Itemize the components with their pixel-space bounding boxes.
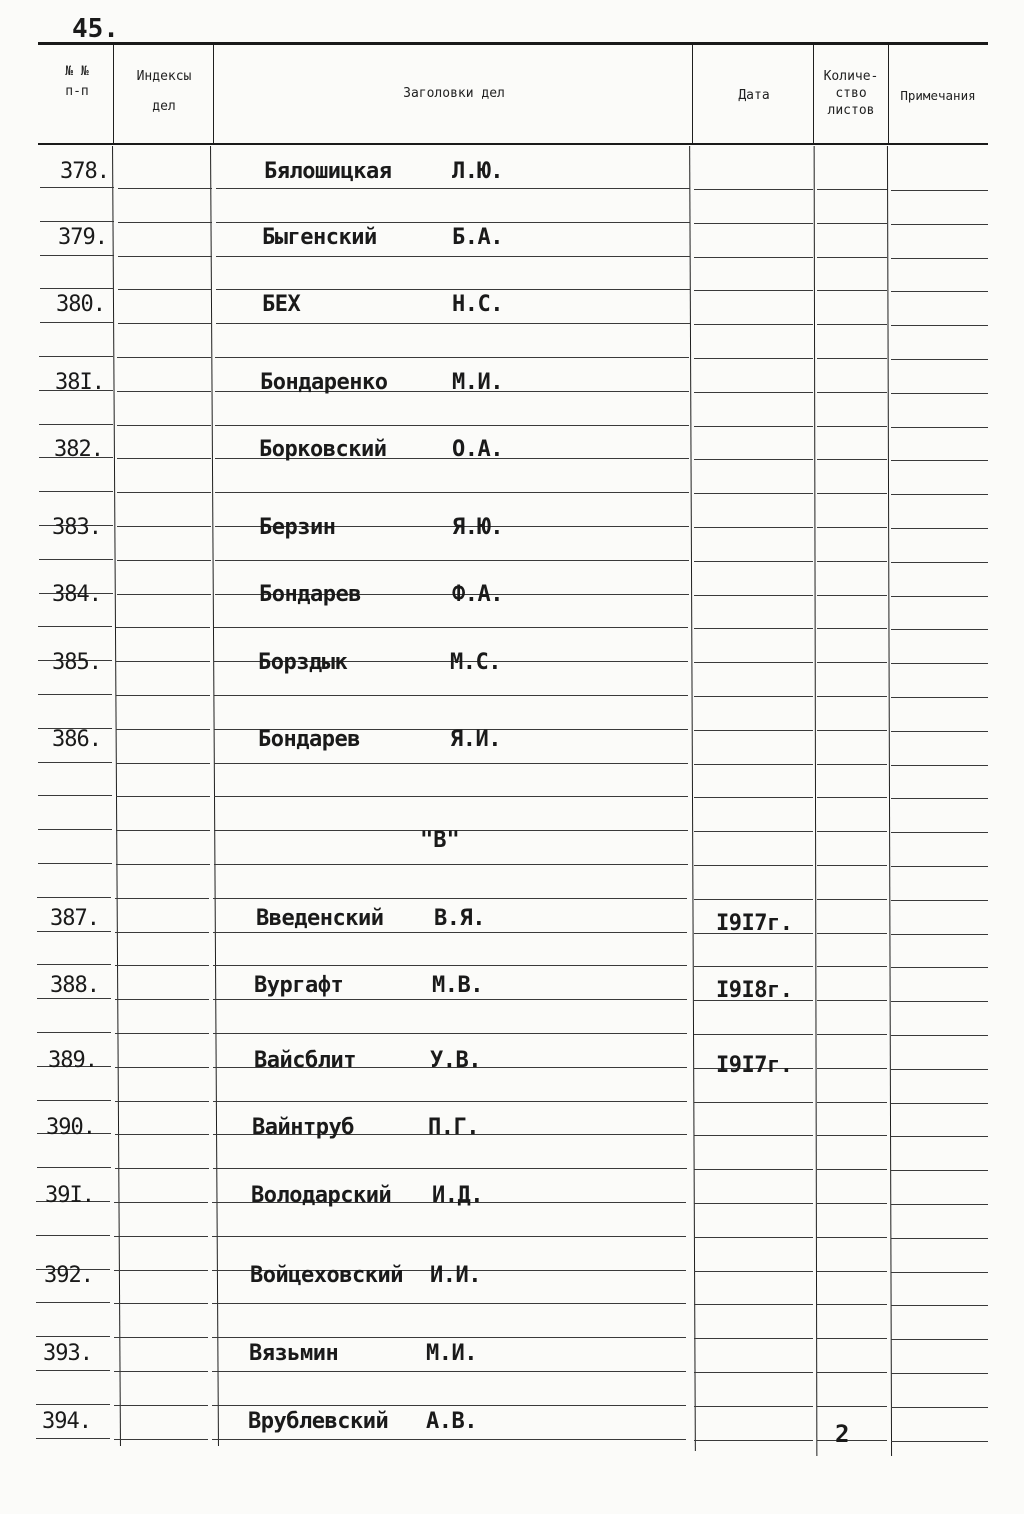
record-surname: Введенский: [256, 906, 384, 931]
ruled-line: [817, 797, 887, 798]
record-number: 388.: [50, 973, 99, 998]
ruled-line: [891, 1238, 988, 1239]
header-number-text: № № п-п: [65, 64, 89, 99]
ruled-line: [118, 289, 212, 290]
ruled-line: [215, 357, 689, 358]
ruled-line: [115, 1067, 209, 1068]
ruled-line: [694, 392, 813, 393]
ruled-line: [694, 899, 813, 900]
ruled-line: [891, 1035, 988, 1036]
ruled-line: [891, 1001, 988, 1002]
record-surname: БЕХ: [262, 292, 301, 317]
ruled-line: [114, 1303, 208, 1304]
record-surname: Войцеховский: [250, 1263, 403, 1288]
ruled-line: [817, 1135, 887, 1136]
section-letter: "В": [420, 828, 460, 853]
record-number: 386.: [52, 727, 101, 752]
ruled-line: [37, 931, 111, 932]
ruled-line: [817, 1338, 887, 1339]
record-number: 390.: [46, 1115, 95, 1140]
ruled-line: [115, 999, 209, 1000]
ruled-line: [37, 964, 111, 965]
ruled-line: [694, 730, 813, 731]
record-initials: В.Я.: [434, 906, 485, 931]
ruled-line: [891, 798, 988, 799]
record-surname: Вайнтруб: [252, 1115, 354, 1140]
ruled-line: [817, 290, 887, 291]
ruled-line: [117, 425, 211, 426]
ruled-line: [216, 188, 690, 189]
ruled-line: [116, 627, 210, 628]
ruled-line: [891, 258, 988, 259]
ruled-line: [39, 491, 113, 492]
ruled-line: [891, 1069, 988, 1070]
record-surname: Бондарев: [258, 727, 360, 752]
ruled-line: [40, 221, 114, 222]
ruled-line: [116, 729, 210, 730]
ruled-line: [36, 1404, 110, 1405]
ruled-line: [215, 492, 689, 493]
record-surname: Быгенский: [262, 225, 377, 250]
column-rule: [813, 45, 814, 143]
ruled-line: [891, 325, 988, 326]
ruled-line: [694, 1169, 813, 1170]
record-number: 394.: [42, 1409, 91, 1434]
record-number: 385.: [52, 650, 101, 675]
header-index: [116, 62, 212, 122]
ruled-line: [117, 391, 211, 392]
ruled-line: [39, 559, 113, 560]
ruled-line: [817, 493, 887, 494]
record-initials: Я.Ю.: [452, 515, 503, 540]
ruled-line: [36, 1235, 110, 1236]
ruled-line: [38, 795, 112, 796]
ruled-line: [212, 1236, 686, 1237]
ruled-line: [214, 627, 688, 628]
ruled-line: [115, 1033, 209, 1034]
ruled-line: [891, 359, 988, 360]
ruled-line: [694, 1271, 813, 1272]
header-index-text: Индексы дел: [136, 69, 192, 114]
ruled-line: [817, 899, 887, 900]
ruled-line: [817, 730, 887, 731]
ruled-line: [891, 427, 988, 428]
ruled-line: [817, 662, 887, 663]
ruled-line: [891, 1407, 988, 1408]
ruled-line: [891, 765, 988, 766]
ruled-line: [694, 831, 813, 832]
ruled-line: [694, 1102, 813, 1103]
ruled-line: [817, 1271, 887, 1272]
column-rule: [689, 146, 696, 1451]
record-surname: Вязьмин: [249, 1341, 339, 1366]
ruled-line: [694, 290, 813, 291]
header-title: Заголовки дел: [403, 86, 505, 101]
record-initials: О.А.: [452, 437, 503, 462]
ruled-line: [694, 223, 813, 224]
ruled-line: [216, 289, 690, 290]
ruled-line: [215, 425, 689, 426]
ruled-line: [213, 1033, 687, 1034]
record-number: 387.: [50, 906, 99, 931]
record-initials: И.Д.: [432, 1183, 483, 1208]
record-surname: Бондаренко: [260, 370, 388, 395]
ruled-line: [114, 1337, 208, 1338]
ruled-line: [817, 865, 887, 866]
record-number: 379.: [58, 225, 107, 250]
ruled-line: [37, 998, 111, 999]
ruled-line: [891, 629, 988, 630]
ruled-line: [694, 189, 813, 190]
ruled-line: [694, 865, 813, 866]
ruled-line: [817, 696, 887, 697]
ruled-line: [891, 291, 988, 292]
ruled-line: [891, 224, 988, 225]
record-date: I9I7г.: [716, 911, 793, 936]
record-number: 393.: [43, 1341, 92, 1366]
ruled-line: [817, 1068, 887, 1069]
header-sheets: [814, 68, 888, 119]
ruled-line: [214, 796, 688, 797]
ruled-line: [213, 1101, 687, 1102]
ruled-line: [37, 897, 111, 898]
record-initials: Л.Ю.: [452, 159, 503, 184]
ruled-line: [891, 832, 988, 833]
record-initials: М.И.: [426, 1341, 477, 1366]
ruled-line: [891, 697, 988, 698]
ruled-line: [37, 1167, 111, 1168]
ruled-line: [39, 424, 113, 425]
ruled-line: [694, 1237, 813, 1238]
ruled-line: [694, 1338, 813, 1339]
record-surname: Бялошицкая: [264, 159, 392, 184]
ruled-line: [891, 1339, 988, 1340]
ruled-line: [817, 223, 887, 224]
ruled-line: [694, 459, 813, 460]
ruled-line: [694, 358, 813, 359]
ruled-line: [694, 1372, 813, 1373]
sheets-count: 2: [835, 1420, 850, 1448]
record-initials: И.И.: [430, 1263, 481, 1288]
ruled-line: [115, 898, 209, 899]
column-rule: [692, 45, 693, 143]
ruled-line: [116, 830, 210, 831]
ruled-line: [37, 1100, 111, 1101]
ruled-line: [117, 526, 211, 527]
ruled-line: [36, 1438, 110, 1439]
ruled-line: [817, 1304, 887, 1305]
ruled-line: [116, 864, 210, 865]
ruled-line: [694, 966, 813, 967]
record-number: 383.: [52, 515, 101, 540]
ruled-line: [694, 493, 813, 494]
header-top-rule: [38, 42, 988, 45]
page-number: 45.: [72, 14, 119, 44]
ruled-line: [117, 458, 211, 459]
ruled-line: [115, 932, 209, 933]
ruled-line: [114, 1405, 208, 1406]
record-initials: М.В.: [432, 973, 483, 998]
ruled-line: [114, 1202, 208, 1203]
ruled-line: [817, 459, 887, 460]
ruled-line: [891, 190, 988, 191]
ruled-line: [817, 1034, 887, 1035]
ruled-line: [817, 1440, 887, 1441]
ruled-line: [891, 1441, 988, 1442]
ruled-line: [38, 626, 112, 627]
ruled-line: [216, 256, 690, 257]
ruled-line: [40, 187, 114, 188]
ruled-line: [118, 323, 212, 324]
ruled-line: [38, 762, 112, 763]
ruled-line: [891, 934, 988, 935]
header-number: [40, 62, 114, 102]
record-number: 389.: [48, 1048, 97, 1073]
ruled-line: [216, 222, 690, 223]
ruled-line: [891, 1305, 988, 1306]
ruled-line: [891, 393, 988, 394]
ruled-line: [817, 1203, 887, 1204]
record-initials: Н.С.: [452, 292, 503, 317]
ruled-line: [891, 1136, 988, 1137]
ruled-line: [38, 829, 112, 830]
ruled-line: [214, 695, 688, 696]
ruled-line: [817, 358, 887, 359]
ruled-line: [817, 933, 887, 934]
record-date: I9I7г.: [716, 1053, 793, 1078]
ruled-line: [817, 764, 887, 765]
record-initials: А.В.: [426, 1409, 477, 1434]
ruled-line: [114, 1371, 208, 1372]
ruled-line: [891, 596, 988, 597]
ruled-line: [116, 763, 210, 764]
ruled-line: [817, 1000, 887, 1001]
ruled-line: [212, 1405, 686, 1406]
ruled-line: [817, 392, 887, 393]
ruled-line: [36, 1370, 110, 1371]
ruled-line: [37, 1032, 111, 1033]
ruled-line: [39, 356, 113, 357]
ruled-line: [694, 797, 813, 798]
record-surname: Вургафт: [254, 973, 344, 998]
ruled-line: [36, 1336, 110, 1337]
ruled-line: [817, 1169, 887, 1170]
column-rule: [888, 45, 889, 143]
record-initials: М.И.: [452, 370, 503, 395]
ruled-line: [213, 898, 687, 899]
ruled-line: [817, 595, 887, 596]
record-number: 38I.: [55, 370, 104, 395]
record-number: 392.: [44, 1263, 93, 1288]
record-surname: Берзин: [259, 515, 336, 540]
ruled-line: [891, 1103, 988, 1104]
ruled-line: [891, 967, 988, 968]
ruled-line: [694, 324, 813, 325]
ruled-line: [694, 257, 813, 258]
record-number: 378.: [60, 159, 109, 184]
ruled-line: [891, 1272, 988, 1273]
ruled-line: [694, 1203, 813, 1204]
ruled-line: [891, 731, 988, 732]
ruled-line: [213, 1168, 687, 1169]
ruled-line: [891, 1204, 988, 1205]
record-initials: М.С.: [450, 650, 501, 675]
ruled-line: [114, 1270, 208, 1271]
ruled-line: [115, 1101, 209, 1102]
ruled-line: [115, 965, 209, 966]
ruled-line: [817, 1237, 887, 1238]
record-surname: Борковский: [259, 437, 387, 462]
header-bottom-rule: [38, 143, 988, 145]
ruled-line: [817, 628, 887, 629]
ruled-line: [212, 1303, 686, 1304]
ruled-line: [118, 256, 212, 257]
ruled-line: [817, 189, 887, 190]
ruled-line: [40, 255, 114, 256]
ruled-line: [117, 492, 211, 493]
ruled-line: [694, 1406, 813, 1407]
ruled-line: [891, 494, 988, 495]
ruled-line: [817, 324, 887, 325]
ruled-line: [694, 1135, 813, 1136]
ruled-line: [38, 694, 112, 695]
ruled-line: [114, 1439, 208, 1440]
ruled-line: [213, 932, 687, 933]
ruled-line: [214, 864, 688, 865]
ruled-line: [216, 323, 690, 324]
ruled-line: [117, 594, 211, 595]
record-number: 380.: [56, 292, 105, 317]
ruled-line: [694, 1304, 813, 1305]
ruled-line: [891, 1373, 988, 1374]
ruled-line: [212, 1439, 686, 1440]
ruled-line: [115, 1168, 209, 1169]
ruled-line: [694, 696, 813, 697]
ruled-line: [817, 1102, 887, 1103]
column-rule: [113, 45, 114, 143]
record-number: 382.: [54, 437, 103, 462]
header-date: Дата: [738, 88, 770, 103]
ruled-line: [817, 561, 887, 562]
ruled-line: [116, 796, 210, 797]
ruled-line: [40, 288, 114, 289]
ruled-line: [213, 999, 687, 1000]
ruled-line: [891, 562, 988, 563]
ruled-line: [212, 1337, 686, 1338]
ruled-line: [694, 628, 813, 629]
ruled-line: [694, 764, 813, 765]
ruled-line: [817, 257, 887, 258]
ruled-line: [38, 863, 112, 864]
ruled-line: [817, 1406, 887, 1407]
record-initials: П.Г.: [428, 1115, 479, 1140]
ruled-line: [891, 1170, 988, 1171]
ruled-line: [817, 831, 887, 832]
ruled-line: [114, 1236, 208, 1237]
record-number: 39I.: [45, 1183, 94, 1208]
ruled-line: [118, 188, 212, 189]
ruled-line: [694, 595, 813, 596]
ruled-line: [891, 460, 988, 461]
record-surname: Бондарев: [259, 582, 361, 607]
header-sheets-text: Количе- ство листов: [823, 69, 879, 118]
record-surname: Борздык: [258, 650, 348, 675]
ruled-line: [215, 560, 689, 561]
ruled-line: [817, 527, 887, 528]
ruled-line: [116, 661, 210, 662]
record-surname: Вайсблит: [254, 1048, 356, 1073]
ruled-line: [817, 966, 887, 967]
ruled-line: [891, 900, 988, 901]
ruled-line: [694, 561, 813, 562]
column-rule: [814, 146, 818, 1456]
ruled-line: [891, 528, 988, 529]
ruled-line: [694, 1440, 813, 1441]
ruled-line: [694, 527, 813, 528]
ruled-line: [117, 560, 211, 561]
ruled-line: [212, 1371, 686, 1372]
ruled-line: [694, 426, 813, 427]
ruled-line: [118, 222, 212, 223]
column-rule: [887, 146, 892, 1456]
ruled-line: [213, 965, 687, 966]
record-initials: Я.И.: [450, 727, 501, 752]
record-initials: Ф.А.: [452, 582, 503, 607]
column-rule: [213, 45, 214, 143]
ruled-line: [694, 662, 813, 663]
record-date: I9I8г.: [716, 978, 793, 1003]
ruled-line: [117, 357, 211, 358]
record-surname: Врублевский: [248, 1409, 389, 1434]
ruled-line: [891, 663, 988, 664]
ruled-line: [694, 1034, 813, 1035]
ruled-line: [817, 1372, 887, 1373]
ruled-line: [40, 322, 114, 323]
ruled-line: [891, 866, 988, 867]
ruled-line: [214, 763, 688, 764]
record-surname: Володарский: [251, 1183, 392, 1208]
record-initials: Б.А.: [452, 225, 503, 250]
ruled-line: [116, 695, 210, 696]
header-notes: Примечания: [900, 88, 976, 103]
record-number: 384.: [52, 582, 101, 607]
ruled-line: [115, 1134, 209, 1135]
ruled-line: [817, 426, 887, 427]
record-initials: У.В.: [430, 1048, 481, 1073]
ruled-line: [36, 1302, 110, 1303]
